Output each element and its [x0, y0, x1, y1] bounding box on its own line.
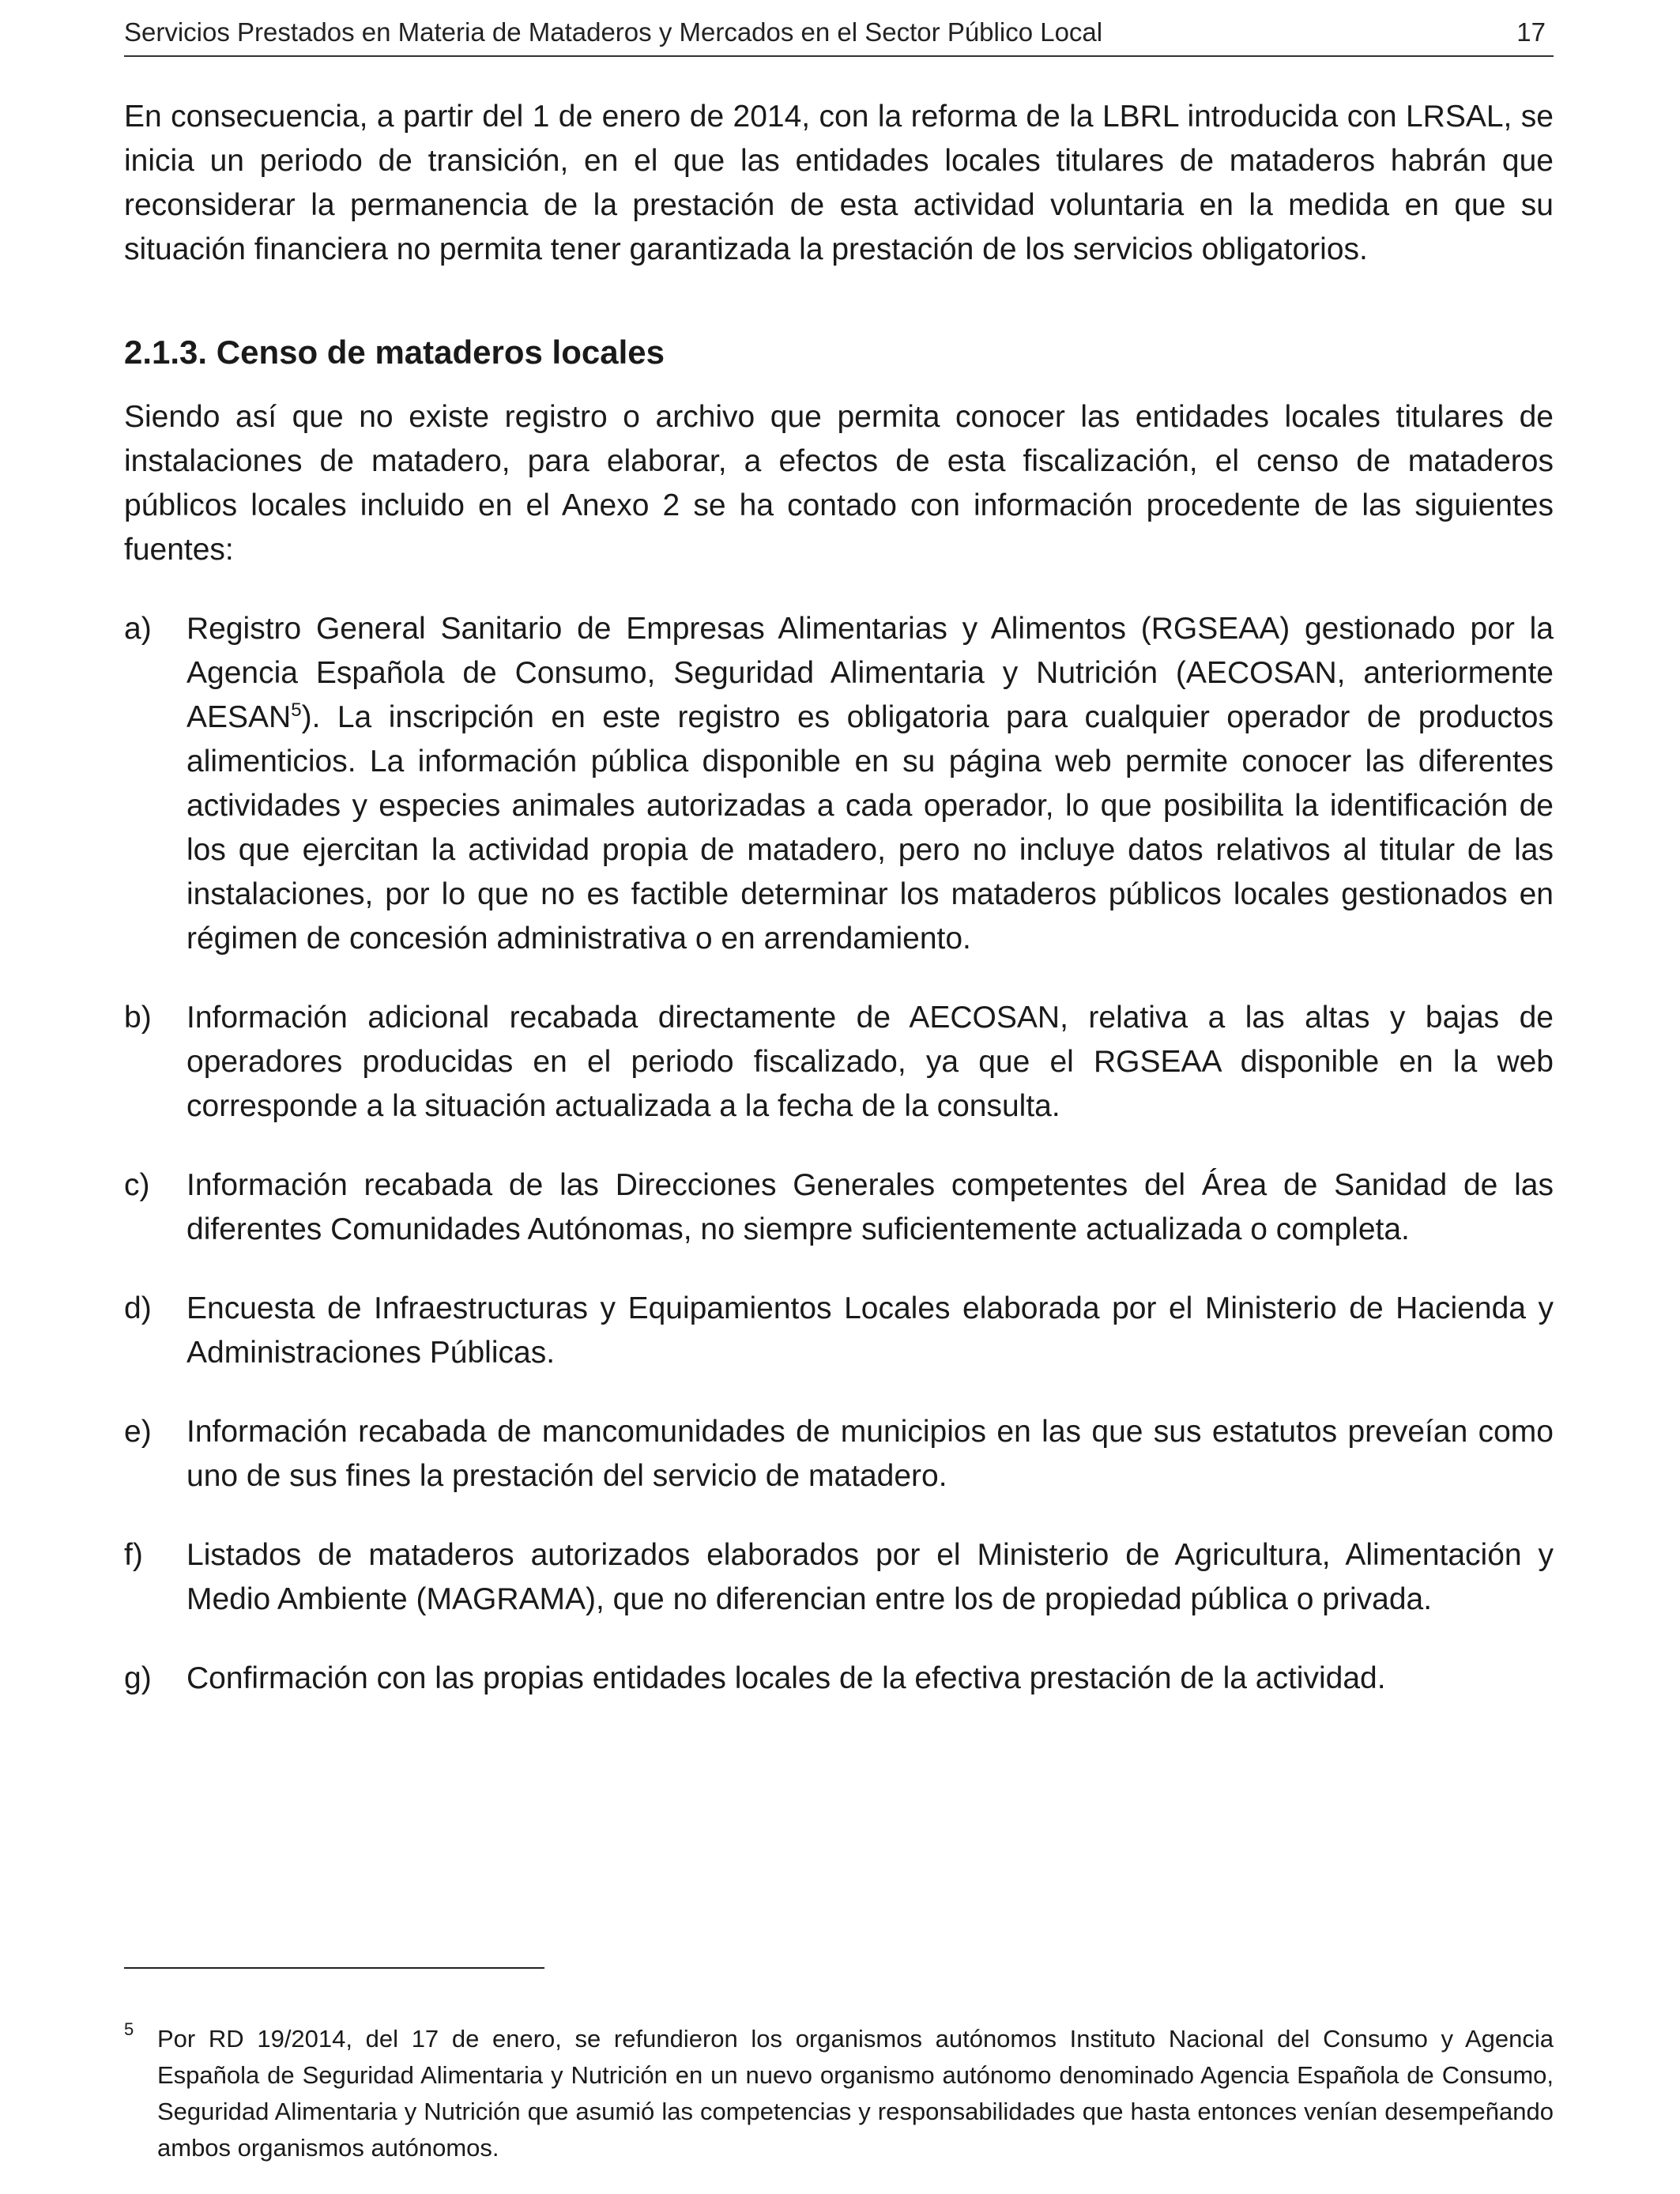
section-lead-paragraph: Siendo así que no existe registro o archivo que permita conocer las entidades locales titulares de instalaciones de matadero, para elaborar, a efectos de esta fiscalización, el censo de mataderos públicos locales incluido en el Anexo 2 se ha contado con información procedente de las siguientes fuentes:	[124, 400, 1554, 567]
list-item	[124, 1287, 1554, 1375]
list-item	[124, 1657, 1554, 1701]
list-item	[124, 996, 1554, 1129]
list-item-text: Información adicional recabada directamente de AECOSAN, relativa a las altas y bajas de operadores producidas en el periodo fiscalizado, ya que el RGSEAA disponible en la web corresponde a la situación actualizada a la fecha de la consulta.	[186, 1001, 1554, 1123]
list-item	[124, 607, 1554, 961]
running-header	[124, 14, 1554, 57]
list-item	[124, 1533, 1554, 1622]
list-marker: f)	[124, 1538, 143, 1572]
list-marker: c)	[124, 1168, 150, 1202]
list-marker: b)	[124, 1001, 152, 1035]
footnote-number: 5	[124, 2019, 134, 2039]
list-marker: e)	[124, 1415, 152, 1449]
list-item-text: Información recabada de las Direcciones Generales competentes del Área de Sanidad de las diferentes Comunidades Autónomas, no siempre suficientemente actualizada o completa.	[186, 1168, 1554, 1246]
list-item-text: Información recabada de mancomunidades de municipios en las que sus estatutos preveían como uno de sus fines la prestación del servicio de matadero.	[186, 1415, 1554, 1493]
intro-paragraph: En consecuencia, a partir del 1 de enero de 2014, con la reforma de la LBRL introducida con LRSAL, se inicia un periodo de transición, en el que las entidades locales titulares de mataderos habrán que reconsiderar la permanencia de la prestación de esta actividad voluntaria en la medida en que su situación financiera no permita tener garantizada la prestación de los servicios obligatorios.	[124, 100, 1554, 266]
section-heading: 2.1.3. Censo de mataderos locales	[124, 334, 665, 371]
header-title: Servicios Prestados en Materia de Mataderos y Mercados en el Sector Público Local	[124, 17, 1103, 47]
list-item-text: Confirmación con las propias entidades locales de la efectiva prestación de la actividad.	[186, 1661, 1386, 1695]
list-item	[124, 1410, 1554, 1498]
list-marker: g)	[124, 1661, 152, 1695]
footnote	[124, 2021, 1554, 2166]
list-marker: a)	[124, 612, 152, 646]
list-item-text-part: Registro General Sanitario de Empresas Alimentarias y Alimentos (RGSEAA) gestionado por la Agencia Española de Consumo, Seguridad Alimentaria y Nutrición (AECOSAN, anteriormente AESAN	[186, 612, 1554, 734]
sources-list	[124, 607, 1554, 1701]
list-item-text: Encuesta de Infraestructuras y Equipamientos Locales elaborada por el Ministerio de Hacienda y Administraciones Públicas.	[186, 1291, 1554, 1370]
main-content	[124, 95, 1554, 1701]
page-number: 17	[1516, 17, 1546, 47]
list-item-text	[186, 607, 1554, 961]
list-item	[124, 1163, 1554, 1252]
footnote-text: Por RD 19/2014, del 17 de enero, se refundieron los organismos autónomos Instituto Nacional del Consumo y Agencia Española de Seguridad Alimentaria y Nutrición en un nuevo organismo autónomo denominado Agencia Española de Consumo, Seguridad Alimentaria y Nutrición que asumió las competencias y responsabilidades que hasta entonces venían desempeñando ambos organismos autónomos.	[157, 2025, 1554, 2162]
footnote-reference[interactable]: 5	[291, 699, 302, 721]
footnote-separator	[124, 1967, 544, 1969]
list-item-text-part: ). La inscripción en este registro es obligatoria para cualquier operador de productos alimenticios. La información pública disponible en su página web permite conocer las diferentes actividades y especies animales autorizadas a cada operador, lo que posibilita la identificación de los que ejercitan la actividad propia de matadero, pero no incluye datos relativos al titular de las instalaciones, por lo que no es factible determinar los mataderos públicos locales gestionados en régimen de concesión administrativa o en arrendamiento.	[186, 700, 1554, 956]
list-marker: d)	[124, 1291, 152, 1325]
list-item-text: Listados de mataderos autorizados elaborados por el Ministerio de Agricultura, Alimentación y Medio Ambiente (MAGRAMA), que no diferencian entre los de propiedad pública o privada.	[186, 1538, 1554, 1616]
